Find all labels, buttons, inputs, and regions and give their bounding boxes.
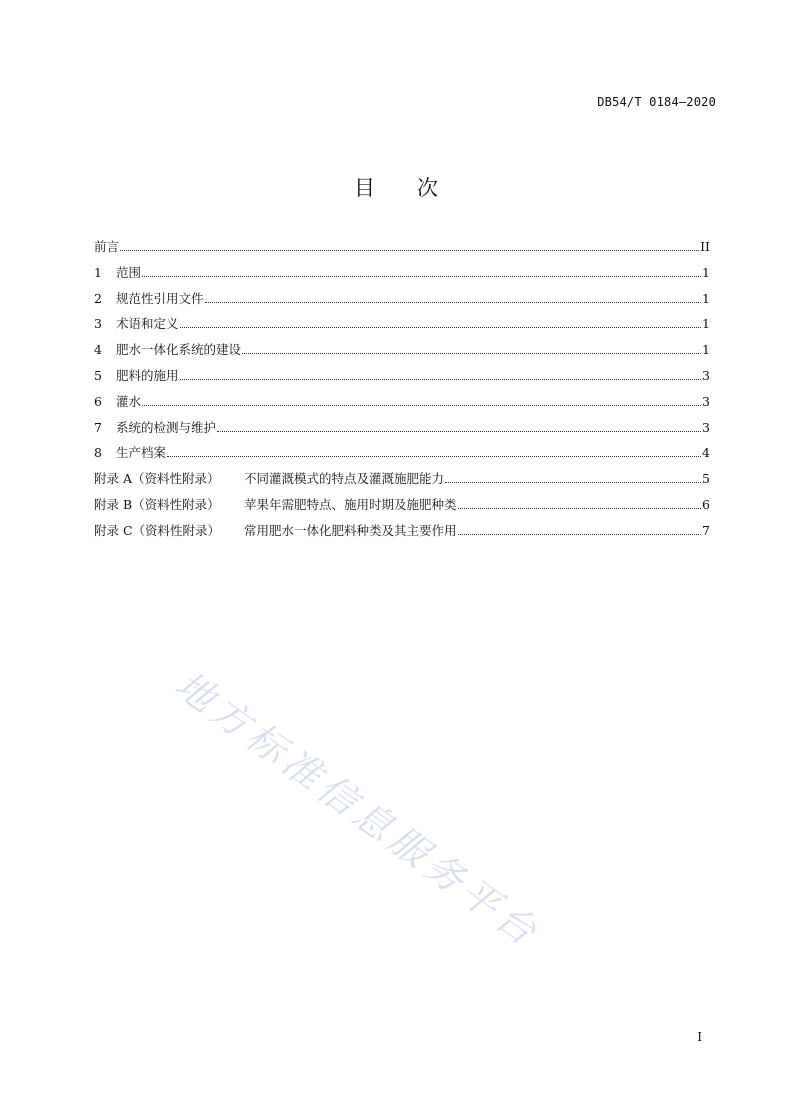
toc-entry-page: 7 [702,522,710,538]
toc-entry-page: 4 [702,445,710,461]
toc-entry-page: 1 [702,290,710,306]
toc-entry-label: 前言 [94,239,120,254]
toc-entry-label: 规范性引用文件 [116,290,204,306]
toc-entry-label: 苹果年需肥特点、施用时期及施肥种类 [244,496,457,512]
dot-leader [458,534,701,535]
dot-leader [445,482,701,483]
toc-appendix-c[interactable] [94,521,710,547]
toc-entry-page: 3 [702,393,710,409]
toc-entry-6[interactable] [94,392,710,418]
toc-entry-page: 5 [702,471,710,487]
toc-entry-foreword[interactable] [94,237,710,263]
toc-entry-page: II [700,239,710,254]
appendix-prefix: 附录 C（资料性附录） [94,522,221,538]
toc-entry-number: 1 [94,264,102,280]
toc-appendix-a[interactable] [94,469,710,495]
toc-entry-number: 5 [94,367,102,383]
toc-entry-label: 常用肥水一体化肥料种类及其主要作用 [244,522,457,538]
dot-leader [142,405,701,406]
title-char-1: 目 [354,176,375,200]
toc-entry-label: 肥料的施用 [116,367,179,383]
toc-entry-number: 4 [94,342,102,358]
page-number: I [697,1030,702,1044]
toc-entry-page: 1 [702,264,710,280]
dot-leader [205,302,701,303]
toc-entry-label: 系统的检测与维护 [116,419,217,435]
toc-entry-label: 范围 [116,264,142,280]
toc-entry-number: 2 [94,290,102,306]
document-code: DB54/T 0184—2020 [597,95,716,109]
table-of-contents [94,237,710,547]
appendix-prefix: 附录 B（资料性附录） [94,496,220,512]
dot-leader [458,508,701,509]
toc-entry-label: 生产档案 [116,445,167,461]
toc-entry-1[interactable] [94,263,710,289]
dot-leader [217,431,701,432]
toc-entry-page: 3 [702,419,710,435]
dot-leader [180,327,701,328]
toc-appendix-b[interactable] [94,495,710,521]
toc-entry-page: 1 [702,316,710,332]
dot-leader [242,353,701,354]
toc-entry-label: 术语和定义 [116,316,179,332]
toc-entry-number: 8 [94,445,102,461]
toc-entry-5[interactable] [94,366,710,392]
watermark: 地方标准信息服务平台 [166,662,549,957]
toc-entry-page: 6 [702,496,710,512]
toc-entry-7[interactable] [94,418,710,444]
toc-entry-number: 3 [94,316,102,332]
toc-entry-label: 肥水一体化系统的建设 [116,342,242,358]
toc-entry-page: 3 [702,367,710,383]
toc-entry-2[interactable] [94,289,710,315]
toc-entry-3[interactable] [94,314,710,340]
toc-entry-page: 1 [702,342,710,358]
dot-leader [142,276,701,277]
dot-leader [120,250,699,251]
title-char-2: 次 [417,176,438,200]
toc-entry-label: 灌水 [116,393,142,409]
appendix-prefix: 附录 A（资料性附录） [94,471,220,487]
page-title [0,172,792,202]
toc-entry-label: 不同灌溉模式的特点及灌溉施肥能力 [244,471,445,487]
toc-entry-8[interactable] [94,443,710,469]
dot-leader [180,379,701,380]
toc-entry-number: 7 [94,419,102,435]
toc-entry-number: 6 [94,393,102,409]
dot-leader [167,456,701,457]
toc-entry-4[interactable] [94,340,710,366]
